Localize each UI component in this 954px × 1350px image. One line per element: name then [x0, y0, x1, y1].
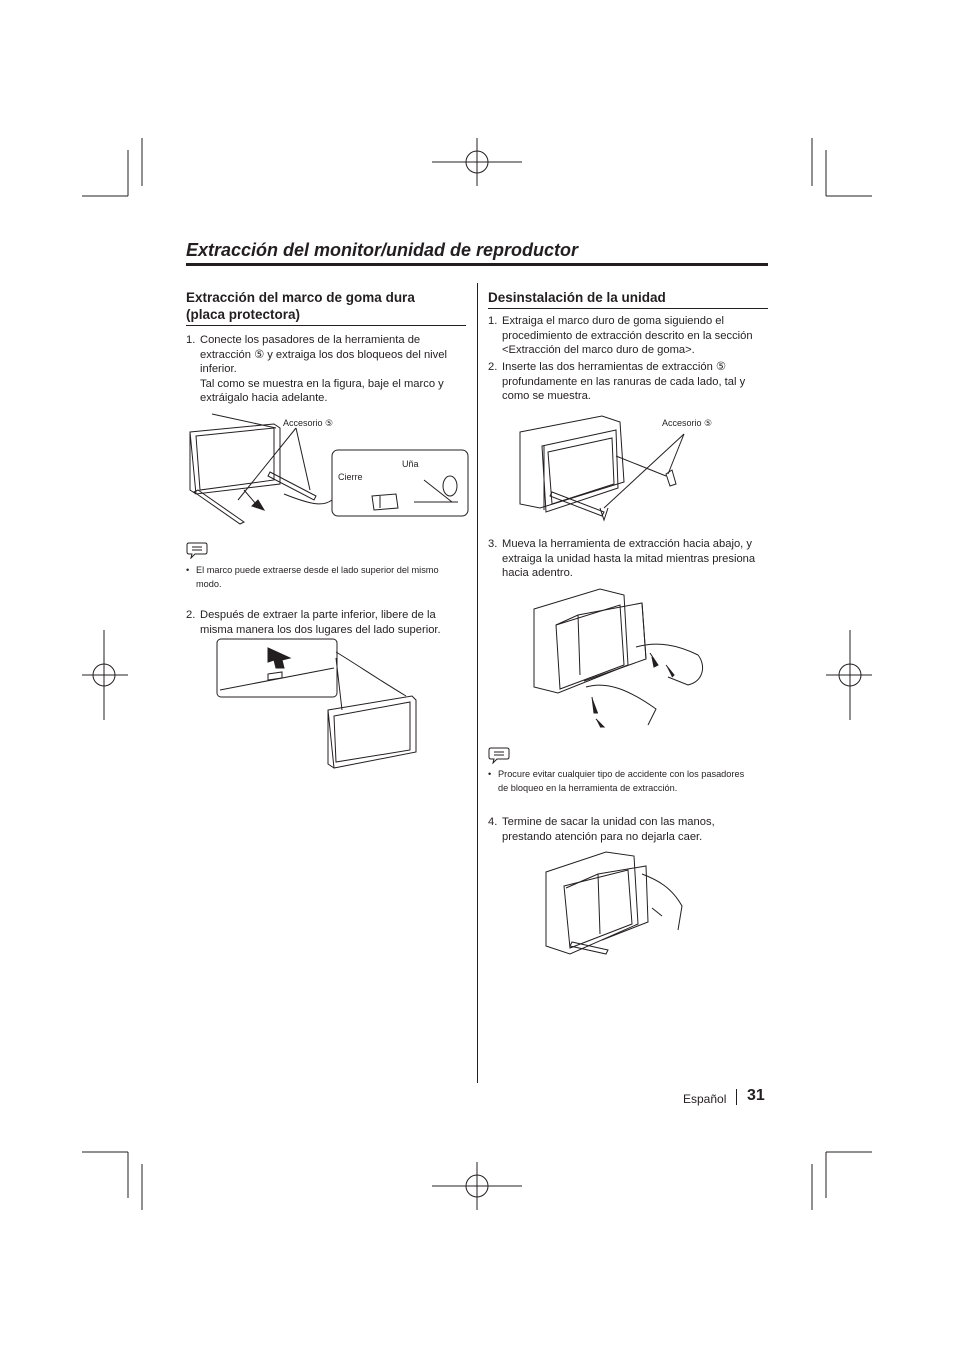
right-step-2-number: 2.	[488, 361, 498, 373]
left-section-title	[186, 289, 466, 326]
page-number: 31	[747, 1087, 765, 1104]
fig1-accessory-label: Accesorio ⑤	[283, 418, 334, 428]
right-step-3-number: 3.	[488, 538, 498, 550]
right-step-1-line2: procedimiento de extracción descrito en la sección	[502, 329, 753, 342]
fig1-latch-label: Uña	[402, 459, 419, 469]
right-note	[488, 767, 773, 795]
left-step-1	[186, 333, 466, 406]
right-step-3-line2: extraiga la unidad hasta la mitad mientras presiona	[502, 552, 756, 565]
right-step-4	[488, 815, 773, 844]
figure-pull-unit-halfway	[528, 585, 718, 730]
figure-frame-removal-top	[216, 638, 420, 772]
right-step-1-line1: Extraiga el marco duro de goma siguiendo el	[502, 315, 725, 327]
left-step-1-line5: extráigalo hacia adelante.	[200, 392, 328, 405]
fig3-accessory-label: Accesorio ⑤	[662, 418, 713, 428]
page-title: Extracción del monitor/unidad de reproductor	[186, 240, 768, 266]
right-note-bullet: •	[488, 769, 492, 779]
left-section-title-line2: (placa protectora)	[186, 307, 301, 322]
left-step-1-line1: Conecte los pasadores de la herramienta de	[200, 334, 421, 346]
fig1-lock-label: Cierre	[338, 472, 363, 482]
left-step-1-line2: extracción ⑤ y extraiga los dos bloqueos del nivel	[200, 348, 447, 361]
left-step-1-number: 1.	[186, 334, 196, 346]
left-step-2-line2: misma manera los dos lugares del lado superior.	[200, 623, 441, 636]
footer-separator	[736, 1089, 737, 1105]
right-note-line1: Procure evitar cualquier tipo de accidente con los pasadores	[498, 769, 745, 779]
right-step-3	[488, 537, 773, 581]
right-step-4-line1: Termine de sacar la unidad con las manos,	[502, 816, 715, 828]
left-section-title-line1: Extracción del marco de goma dura	[186, 290, 415, 305]
right-step-4-line2: prestando atención para no dejarla caer.	[502, 830, 703, 843]
figure-remove-unit-by-hand	[542, 846, 692, 961]
right-step-2-line3: como se muestra.	[502, 390, 591, 403]
left-step-1-line4: Tal como se muestra en la figura, baje el marco y	[200, 377, 444, 390]
right-step-1-line3: <Extracción del marco duro de goma>.	[502, 344, 695, 357]
left-step-1-line3: inferior.	[200, 363, 237, 376]
right-step-2-line2: profundamente en las ranuras de cada lado, tal y	[502, 375, 746, 388]
right-step-2-line1: Inserte las dos herramientas de extracción ⑤	[502, 361, 726, 373]
right-step-4-number: 4.	[488, 816, 498, 828]
left-step-2-number: 2.	[186, 609, 196, 621]
left-note-line2: modo.	[196, 579, 222, 589]
left-note-line1: El marco puede extraerse desde el lado superior del mismo	[196, 565, 439, 575]
left-note	[186, 563, 471, 591]
right-note-line2: de bloqueo en la herramienta de extracción.	[498, 783, 678, 793]
left-note-bullet: •	[186, 565, 190, 575]
memo-icon	[186, 541, 208, 559]
right-step-3-line1: Mueva la herramienta de extracción hacia abajo, y	[502, 538, 752, 550]
right-step-2	[488, 360, 773, 404]
left-step-2-line1: Después de extraer la parte inferior, libere de la	[200, 609, 436, 621]
right-step-1	[488, 314, 773, 358]
right-section-title: Desinstalación de la unidad	[488, 289, 768, 309]
footer-language: Español	[683, 1092, 727, 1106]
right-step-1-number: 1.	[488, 315, 498, 327]
column-divider	[477, 283, 478, 1083]
left-step-2	[186, 608, 471, 637]
memo-icon	[488, 746, 510, 764]
right-step-3-line3: hacia adentro.	[502, 567, 573, 580]
